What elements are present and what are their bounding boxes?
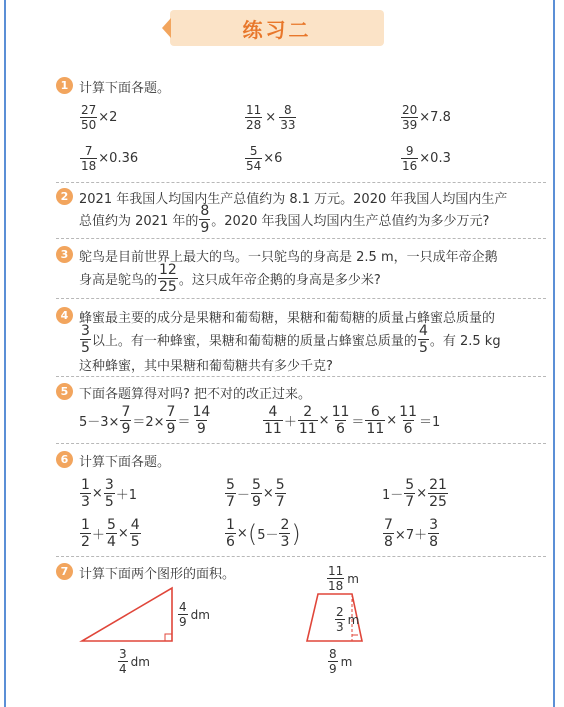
right-triangle	[82, 588, 172, 641]
denominator: 18	[81, 159, 97, 173]
numerator: 4	[130, 517, 140, 533]
numerator: 11	[399, 404, 417, 420]
numerator: 1	[81, 517, 90, 533]
s3-line-1: 鸵鸟是目前世界上最大的鸟。一只鸵鸟的身高是 2.5 m，一只成年帝企鹅	[79, 250, 498, 265]
denominator: 5	[418, 340, 428, 356]
numerator: 14	[192, 404, 211, 420]
text: ＝1	[418, 415, 441, 430]
denominator: 5	[130, 534, 140, 550]
denominator: 7	[275, 494, 285, 510]
denominator: 7	[226, 494, 235, 510]
denominator: 16	[402, 159, 418, 173]
numerator: 4	[418, 323, 428, 339]
expr-text: ×6	[263, 151, 283, 166]
triangle-base-label	[117, 648, 150, 675]
numerator: 3	[429, 517, 439, 533]
numerator: 11	[331, 404, 350, 420]
expr-text: ×7.8	[419, 110, 451, 125]
numerator: 4	[179, 600, 187, 614]
numerator: 11	[246, 103, 262, 117]
numerator: 27	[81, 103, 97, 117]
section-6-label: 计算下面各题。	[79, 455, 171, 470]
text: ＝	[351, 415, 365, 430]
operator: ×	[265, 110, 277, 125]
denominator: 9	[196, 421, 206, 437]
numerator: 3	[104, 477, 114, 493]
triangle-height-label	[177, 601, 210, 628]
operator: ×	[91, 486, 103, 501]
denominator: 9	[251, 494, 261, 510]
operator: ＋	[91, 528, 105, 543]
numerator: 1	[226, 517, 235, 533]
denominator: 9	[121, 421, 131, 437]
operator: ×	[416, 486, 428, 501]
text: ×7＋	[394, 528, 428, 543]
denominator: 6	[336, 421, 345, 437]
numerator: 8	[329, 647, 337, 661]
numerator: 9	[405, 144, 414, 158]
denominator: 5	[81, 340, 90, 356]
section-number-1: 1	[56, 77, 73, 94]
numerator: 6	[370, 404, 380, 420]
unit: m	[340, 654, 353, 669]
numerator: 8	[200, 203, 210, 219]
unit: m	[347, 612, 360, 627]
denominator: 54	[246, 159, 262, 173]
trapezoid-height-label	[334, 606, 359, 633]
text: ×	[318, 413, 330, 428]
left-paren: (	[247, 519, 258, 548]
denominator: 11	[264, 421, 282, 437]
numerator: 5	[106, 517, 116, 533]
numerator: 2	[280, 517, 290, 533]
text: 身高是鸵鸟的	[79, 273, 158, 288]
numerator: 7	[384, 517, 393, 533]
numerator: 12	[159, 262, 177, 278]
expr-text: ×0.36	[98, 151, 139, 166]
denominator: 3	[336, 620, 344, 634]
triangle-right-angle-mark	[165, 634, 172, 641]
expr-text: ×0.3	[419, 151, 451, 166]
numerator: 7	[166, 404, 176, 420]
numerator: 5	[249, 144, 258, 158]
denominator: 9	[200, 220, 210, 236]
denominator: 8	[384, 534, 393, 550]
denominator: 39	[402, 118, 418, 132]
numerator: 5	[251, 477, 261, 493]
numerator: 11	[328, 564, 344, 578]
denominator: 25	[429, 494, 447, 510]
numerator: 3	[81, 323, 90, 339]
trapezoid-base-label	[327, 648, 352, 675]
text: ＝2×	[132, 415, 165, 430]
numerator: 1	[81, 477, 90, 493]
text: 。2020 年我国人均国内生产总值约为多少万元?	[211, 214, 490, 229]
text: 1－	[382, 488, 404, 503]
denominator: 9	[166, 421, 176, 437]
numerator: 7	[84, 144, 93, 158]
denominator: 18	[328, 579, 344, 593]
numerator: 5	[405, 477, 415, 493]
denominator: 7	[405, 494, 415, 510]
text: 。有 2.5 kg	[429, 334, 501, 349]
section-number-5: 5	[56, 383, 73, 400]
section-number-7: 7	[56, 563, 73, 580]
unit: m	[347, 571, 359, 586]
section-1-label: 计算下面各题。	[79, 81, 171, 96]
text: ＋	[283, 415, 297, 430]
text: ＋1	[115, 488, 138, 503]
numerator: 21	[429, 477, 447, 493]
numerator: 2	[303, 404, 313, 420]
denominator: 4	[106, 534, 116, 550]
denominator: 50	[81, 118, 97, 132]
operator: －	[236, 488, 250, 503]
numerator: 5	[226, 477, 235, 493]
denominator: 3	[81, 494, 90, 510]
denominator: 9	[179, 615, 187, 629]
numerator: 20	[402, 103, 418, 117]
denominator: 11	[298, 421, 317, 437]
denominator: 4	[119, 662, 127, 676]
text: 5－3×	[79, 415, 120, 430]
numerator: 3	[119, 647, 127, 661]
section-number-4: 4	[56, 307, 73, 324]
text: ×	[386, 413, 398, 428]
numerator: 2	[336, 605, 344, 619]
denominator: 6	[403, 421, 413, 437]
unit: dm	[130, 654, 150, 669]
section-5-label: 下面各题算得对吗? 把不对的改正过来。	[79, 387, 312, 402]
denominator: 33	[280, 118, 296, 132]
denominator: 8	[429, 534, 439, 550]
text: ＝	[177, 415, 191, 430]
denominator: 11	[366, 421, 385, 437]
section-7-label: 计算下面两个图形的面积。	[79, 567, 236, 582]
text: 5－	[257, 528, 279, 543]
text: 总值约为 2021 年的	[79, 214, 199, 229]
right-paren: )	[291, 519, 301, 548]
s2-line-1: 2021 年我国人均国内生产总值约为 8.1 万元。2020 年我国人均国内生产	[79, 192, 508, 207]
text: 以上。有一种蜂蜜，果糖和葡萄糖的质量占蜂蜜总质量的	[91, 334, 417, 349]
numerator: 8	[284, 103, 292, 117]
numerator: 4	[268, 404, 278, 420]
denominator: 25	[159, 279, 177, 295]
denominator: 9	[329, 662, 337, 676]
section-number-6: 6	[56, 451, 73, 468]
section-number-3: 3	[56, 246, 73, 263]
numerator: 5	[275, 477, 285, 493]
denominator: 2	[81, 534, 90, 550]
numerator: 7	[121, 404, 131, 420]
denominator: 5	[104, 494, 114, 510]
trapezoid-top-label	[326, 565, 359, 592]
s4-line-1: 蜂蜜最主要的成分是果糖和葡萄糖，果糖和葡萄糖的质量占蜂蜜总质量的	[79, 311, 496, 326]
denominator: 28	[246, 118, 262, 132]
denominator: 6	[226, 534, 235, 550]
page-title: 练习二	[242, 17, 312, 42]
section-number-2: 2	[56, 188, 73, 205]
operator: ×	[236, 526, 248, 541]
expr-text: ×2	[98, 110, 118, 125]
unit: dm	[190, 607, 210, 622]
operator: ×	[262, 486, 274, 501]
text: 。这只成年帝企鹅的身高是多少米?	[178, 273, 381, 288]
denominator: 3	[280, 534, 290, 550]
s4-line-3: 这种蜂蜜，其中果糖和葡萄糖共有多少千克?	[79, 359, 333, 374]
operator: ×	[117, 526, 129, 541]
